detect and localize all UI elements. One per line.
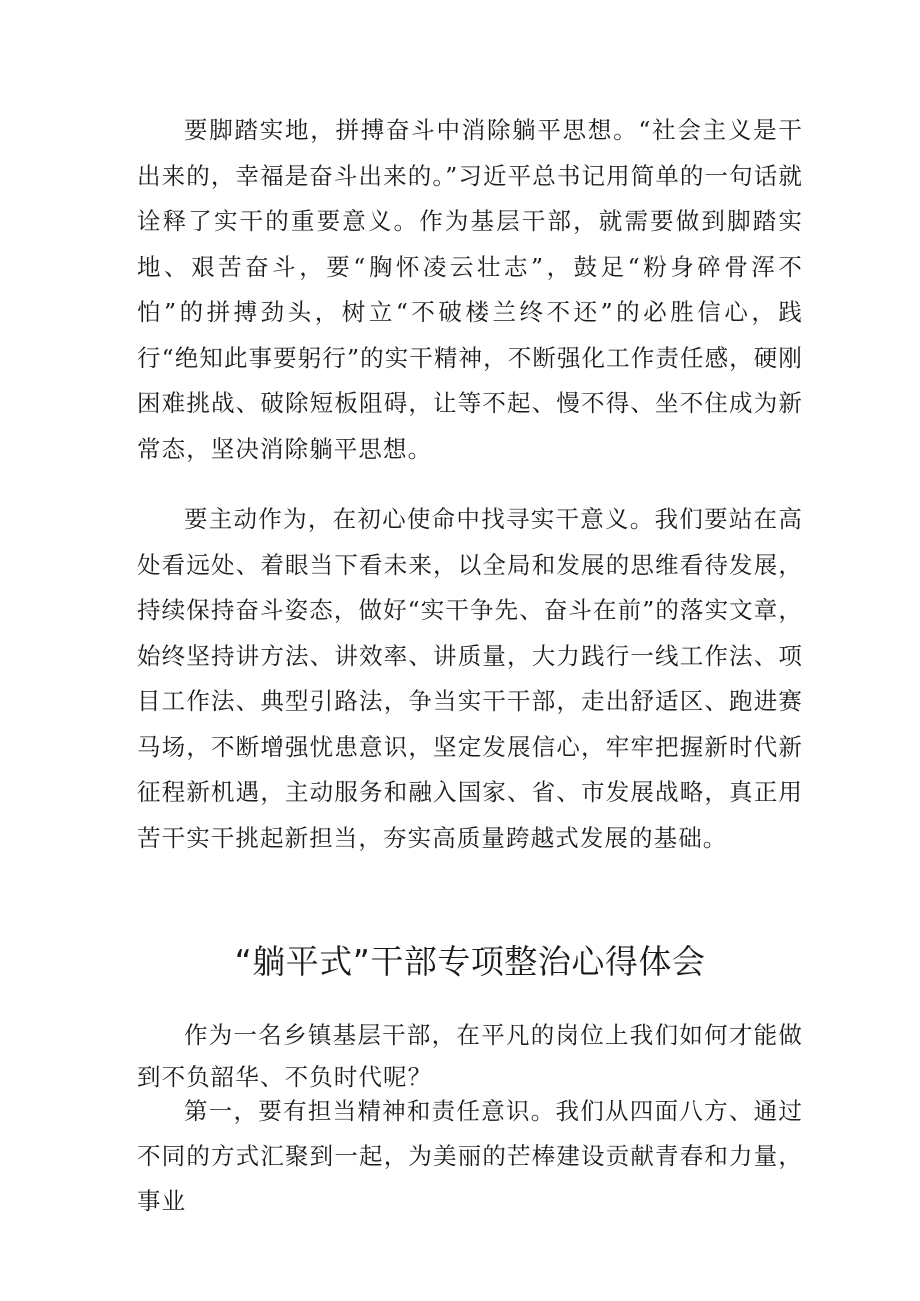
paragraph-down-to-earth: 要脚踏实地，拼搏奋斗中消除躺平思想。“社会主义是干出来的，幸福是奋斗出来的。”习近平总书记用简单的一句话就诠释了实干的重要意义。作为基层干部，就需要做到脚踏实地、艰苦奋斗，要“胸怀凌云壮志”，鼓足“粉身碎骨浑不怕”的拼搏劲头，树立“不破楼兰终不还”的必胜信心，践行“绝知此事要躬行”的实干精神，不断强化工作责任感，硬刚困难挑战、破除短板阻碍，让等不起、慢不得、坐不住成为新常态，坚决消除躺平思想。 bbox=[137, 116, 803, 463]
paragraph-intro-question: 作为一名乡镇基层干部，在平凡的岗位上我们如何才能做到不负韶华、不负时代呢？ bbox=[137, 1021, 803, 1091]
paragraph-first-point: 第一，要有担当精神和责任意识。我们从四面八方、通过不同的方式汇聚到一起，为美丽的芒棒建设贡献青春和力量，事业 bbox=[137, 1097, 803, 1215]
section-heading: “躺平式”干部专项整治心得体会 bbox=[234, 942, 706, 981]
paragraph-take-initiative: 要主动作为，在初心使命中找寻实干意义。我们要站在高处看远处、着眼当下看未来，以全局和发展的思维看待发展，持续保持奋斗姿态，做好“实干争先、奋斗在前”的落实文章，始终坚持讲方法、讲效率、讲质量，大力践行一线工作法、项目工作法、典型引路法，争当实干干部，走出舒适区、跑进赛马场，不断增强忧患意识，坚定发展信心，牢牢把握新时代新征程新机遇，主动服务和融入国家、省、市发展战略，真正用苦干实干挑起新担当，夯实高质量跨越式发展的基础。 bbox=[137, 505, 803, 852]
